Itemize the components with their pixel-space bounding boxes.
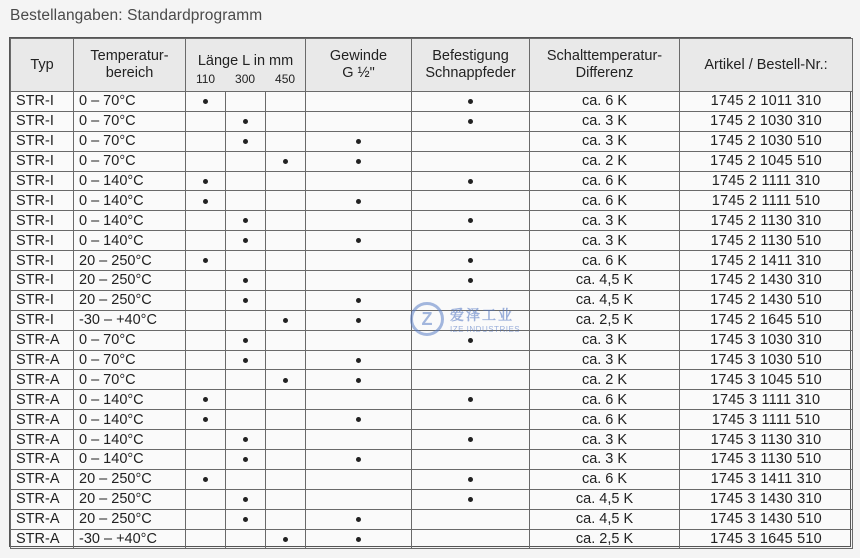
cell-gewinde xyxy=(306,370,412,390)
cell-differenz: ca. 6 K xyxy=(530,92,680,112)
cell-differenz: ca. 6 K xyxy=(530,410,680,430)
order-table-container xyxy=(9,37,851,547)
bullet-icon xyxy=(468,497,473,502)
cell-temperaturbereich: 0 – 140°C xyxy=(74,430,186,450)
cell-laenge-300 xyxy=(226,271,266,291)
bullet-icon xyxy=(203,199,208,204)
cell-differenz: ca. 2 K xyxy=(530,370,680,390)
bullet-icon xyxy=(203,397,208,402)
bullet-icon xyxy=(356,159,361,164)
cell-laenge-450 xyxy=(266,310,306,330)
cell-differenz: ca. 2 K xyxy=(530,151,680,171)
bullet-icon xyxy=(243,517,248,522)
cell-differenz: ca. 6 K xyxy=(530,191,680,211)
cell-laenge-300 xyxy=(226,450,266,470)
table-row xyxy=(11,330,853,350)
bullet-icon xyxy=(283,159,288,164)
table-row xyxy=(11,509,853,529)
bullet-icon xyxy=(243,437,248,442)
bullet-icon xyxy=(356,298,361,303)
cell-laenge-110 xyxy=(186,131,226,151)
cell-laenge-450 xyxy=(266,171,306,191)
cell-befestigung xyxy=(412,489,530,509)
cell-typ: STR-A xyxy=(11,509,74,529)
cell-laenge-450 xyxy=(266,350,306,370)
cell-laenge-300 xyxy=(226,390,266,410)
cell-temperaturbereich: 0 – 70°C xyxy=(74,131,186,151)
bullet-icon xyxy=(356,378,361,383)
cell-artikel: 1745 3 1045 510 xyxy=(680,370,853,390)
table-row xyxy=(11,469,853,489)
bullet-icon xyxy=(243,497,248,502)
cell-laenge-450 xyxy=(266,131,306,151)
cell-temperaturbereich: 0 – 140°C xyxy=(74,171,186,191)
cell-typ: STR-A xyxy=(11,430,74,450)
header-befestigung: Befestigung Schnappfeder xyxy=(412,39,530,92)
cell-laenge-300 xyxy=(226,350,266,370)
bullet-icon xyxy=(203,258,208,263)
table-row xyxy=(11,171,853,191)
bullet-icon xyxy=(468,437,473,442)
cell-laenge-300 xyxy=(226,330,266,350)
cell-temperaturbereich: 0 – 70°C xyxy=(74,330,186,350)
bullet-icon xyxy=(283,318,288,323)
cell-laenge-450 xyxy=(266,330,306,350)
cell-gewinde xyxy=(306,330,412,350)
bullet-icon xyxy=(468,258,473,263)
cell-laenge-450 xyxy=(266,211,306,231)
cell-laenge-110 xyxy=(186,430,226,450)
cell-befestigung xyxy=(412,390,530,410)
cell-gewinde xyxy=(306,211,412,231)
bullet-icon xyxy=(356,318,361,323)
bullet-icon xyxy=(203,477,208,482)
cell-differenz: ca. 6 K xyxy=(530,171,680,191)
cell-temperaturbereich: -30 – +40°C xyxy=(74,529,186,549)
cell-typ: STR-I xyxy=(11,271,74,291)
cell-typ: STR-A xyxy=(11,330,74,350)
cell-laenge-450 xyxy=(266,410,306,430)
cell-gewinde xyxy=(306,231,412,251)
cell-typ: STR-A xyxy=(11,370,74,390)
table-row xyxy=(11,251,853,271)
cell-laenge-110 xyxy=(186,410,226,430)
cell-typ: STR-A xyxy=(11,410,74,430)
cell-gewinde xyxy=(306,529,412,549)
cell-laenge-300 xyxy=(226,489,266,509)
bullet-icon xyxy=(468,218,473,223)
cell-laenge-110 xyxy=(186,191,226,211)
bullet-icon xyxy=(356,199,361,204)
cell-befestigung xyxy=(412,330,530,350)
table-row xyxy=(11,290,853,310)
bullet-icon xyxy=(243,358,248,363)
cell-laenge-110 xyxy=(186,151,226,171)
cell-befestigung xyxy=(412,469,530,489)
cell-befestigung xyxy=(412,310,530,330)
table-row xyxy=(11,310,853,330)
cell-laenge-110 xyxy=(186,330,226,350)
cell-artikel: 1745 2 1011 310 xyxy=(680,92,853,112)
cell-befestigung xyxy=(412,430,530,450)
cell-artikel: 1745 3 1130 310 xyxy=(680,430,853,450)
cell-artikel: 1745 3 1645 510 xyxy=(680,529,853,549)
cell-laenge-450 xyxy=(266,111,306,131)
cell-laenge-450 xyxy=(266,469,306,489)
cell-laenge-110 xyxy=(186,529,226,549)
bullet-icon xyxy=(468,179,473,184)
cell-temperaturbereich: 0 – 70°C xyxy=(74,370,186,390)
header-schalttemperatur-differenz: Schalttemperatur- Differenz xyxy=(530,39,680,92)
cell-artikel: 1745 2 1430 510 xyxy=(680,290,853,310)
bullet-icon xyxy=(468,397,473,402)
cell-laenge-300 xyxy=(226,231,266,251)
cell-gewinde xyxy=(306,509,412,529)
cell-laenge-300 xyxy=(226,410,266,430)
cell-typ: STR-A xyxy=(11,390,74,410)
cell-temperaturbereich: 0 – 70°C xyxy=(74,111,186,131)
cell-typ: STR-A xyxy=(11,529,74,549)
cell-artikel: 1745 2 1645 510 xyxy=(680,310,853,330)
bullet-icon xyxy=(243,278,248,283)
table-row xyxy=(11,211,853,231)
cell-gewinde xyxy=(306,350,412,370)
bullet-icon xyxy=(468,338,473,343)
bullet-icon xyxy=(243,139,248,144)
bullet-icon xyxy=(356,457,361,462)
cell-laenge-450 xyxy=(266,251,306,271)
header-laenge-110: 110 xyxy=(195,72,216,86)
cell-typ: STR-A xyxy=(11,450,74,470)
table-row xyxy=(11,410,853,430)
cell-artikel: 1745 3 1111 310 xyxy=(680,390,853,410)
bullet-icon xyxy=(243,238,248,243)
table-row xyxy=(11,430,853,450)
cell-typ: STR-I xyxy=(11,251,74,271)
cell-temperaturbereich: 20 – 250°C xyxy=(74,290,186,310)
bullet-icon xyxy=(356,517,361,522)
bullet-icon xyxy=(356,358,361,363)
table-row xyxy=(11,529,853,549)
cell-artikel: 1745 3 1430 310 xyxy=(680,489,853,509)
table-row xyxy=(11,111,853,131)
cell-laenge-110 xyxy=(186,231,226,251)
bullet-icon xyxy=(356,238,361,243)
cell-temperaturbereich: 0 – 70°C xyxy=(74,151,186,171)
cell-temperaturbereich: 20 – 250°C xyxy=(74,469,186,489)
cell-laenge-300 xyxy=(226,370,266,390)
cell-temperaturbereich: 0 – 140°C xyxy=(74,450,186,470)
cell-differenz: ca. 6 K xyxy=(530,390,680,410)
cell-laenge-450 xyxy=(266,489,306,509)
bullet-icon xyxy=(203,179,208,184)
bullet-icon xyxy=(283,537,288,542)
cell-gewinde xyxy=(306,290,412,310)
cell-befestigung xyxy=(412,529,530,549)
cell-temperaturbereich: 0 – 140°C xyxy=(74,390,186,410)
table-row xyxy=(11,231,853,251)
cell-artikel: 1745 2 1111 310 xyxy=(680,171,853,191)
cell-laenge-300 xyxy=(226,430,266,450)
cell-typ: STR-I xyxy=(11,171,74,191)
cell-laenge-450 xyxy=(266,231,306,251)
cell-laenge-110 xyxy=(186,290,226,310)
cell-typ: STR-I xyxy=(11,111,74,131)
cell-typ: STR-I xyxy=(11,151,74,171)
cell-artikel: 1745 3 1411 310 xyxy=(680,469,853,489)
cell-laenge-300 xyxy=(226,469,266,489)
cell-temperaturbereich: 0 – 70°C xyxy=(74,350,186,370)
watermark-chinese: 爱泽工业 xyxy=(450,306,514,323)
cell-typ: STR-I xyxy=(11,290,74,310)
cell-differenz: ca. 4,5 K xyxy=(530,290,680,310)
cell-befestigung xyxy=(412,370,530,390)
cell-gewinde xyxy=(306,489,412,509)
cell-gewinde xyxy=(306,111,412,131)
cell-typ: STR-I xyxy=(11,191,74,211)
cell-differenz: ca. 3 K xyxy=(530,330,680,350)
cell-typ: STR-I xyxy=(11,131,74,151)
cell-artikel: 1745 3 1430 510 xyxy=(680,509,853,529)
cell-temperaturbereich: 0 – 70°C xyxy=(74,92,186,112)
cell-laenge-110 xyxy=(186,211,226,231)
cell-laenge-110 xyxy=(186,509,226,529)
cell-laenge-110 xyxy=(186,92,226,112)
cell-gewinde xyxy=(306,92,412,112)
cell-differenz: ca. 3 K xyxy=(530,450,680,470)
table-row xyxy=(11,370,853,390)
cell-artikel: 1745 3 1030 310 xyxy=(680,330,853,350)
header-typ: Typ xyxy=(11,39,74,92)
cell-laenge-110 xyxy=(186,390,226,410)
cell-temperaturbereich: 0 – 140°C xyxy=(74,211,186,231)
cell-differenz: ca. 3 K xyxy=(530,131,680,151)
header-artikel: Artikel / Bestell-Nr.: xyxy=(680,39,853,92)
cell-befestigung xyxy=(412,92,530,112)
bullet-icon xyxy=(243,218,248,223)
cell-differenz: ca. 6 K xyxy=(530,251,680,271)
cell-laenge-450 xyxy=(266,271,306,291)
cell-artikel: 1745 2 1045 510 xyxy=(680,151,853,171)
cell-befestigung xyxy=(412,151,530,171)
cell-laenge-450 xyxy=(266,390,306,410)
cell-laenge-300 xyxy=(226,92,266,112)
bullet-icon xyxy=(243,119,248,124)
bullet-icon xyxy=(356,417,361,422)
cell-temperaturbereich: 20 – 250°C xyxy=(74,489,186,509)
cell-artikel: 1745 2 1030 510 xyxy=(680,131,853,151)
cell-temperaturbereich: 20 – 250°C xyxy=(74,509,186,529)
cell-laenge-450 xyxy=(266,450,306,470)
table-row xyxy=(11,390,853,410)
cell-befestigung xyxy=(412,211,530,231)
cell-befestigung xyxy=(412,231,530,251)
cell-artikel: 1745 2 1130 510 xyxy=(680,231,853,251)
bullet-icon xyxy=(468,119,473,124)
table-row xyxy=(11,191,853,211)
cell-typ: STR-I xyxy=(11,231,74,251)
cell-typ: STR-A xyxy=(11,489,74,509)
cell-laenge-450 xyxy=(266,529,306,549)
cell-laenge-110 xyxy=(186,370,226,390)
header-temperaturbereich: Temperatur- bereich xyxy=(74,39,186,92)
cell-typ: STR-I xyxy=(11,211,74,231)
cell-laenge-300 xyxy=(226,310,266,330)
cell-befestigung xyxy=(412,111,530,131)
cell-differenz: ca. 3 K xyxy=(530,111,680,131)
cell-differenz: ca. 6 K xyxy=(530,469,680,489)
cell-differenz: ca. 3 K xyxy=(530,350,680,370)
cell-gewinde xyxy=(306,171,412,191)
cell-laenge-300 xyxy=(226,290,266,310)
cell-typ: STR-I xyxy=(11,310,74,330)
cell-typ: STR-A xyxy=(11,350,74,370)
cell-artikel: 1745 3 1111 510 xyxy=(680,410,853,430)
cell-laenge-300 xyxy=(226,131,266,151)
cell-gewinde xyxy=(306,310,412,330)
cell-temperaturbereich: 0 – 140°C xyxy=(74,231,186,251)
table-row xyxy=(11,271,853,291)
cell-differenz: ca. 2,5 K xyxy=(530,310,680,330)
cell-differenz: ca. 4,5 K xyxy=(530,509,680,529)
bullet-icon xyxy=(243,457,248,462)
cell-gewinde xyxy=(306,450,412,470)
cell-laenge-300 xyxy=(226,151,266,171)
header-laenge-300: 300 xyxy=(235,72,256,86)
bullet-icon xyxy=(468,99,473,104)
cell-laenge-450 xyxy=(266,290,306,310)
cell-temperaturbereich: 20 – 250°C xyxy=(74,251,186,271)
table-row xyxy=(11,92,853,112)
cell-befestigung xyxy=(412,131,530,151)
ize-logo-icon: Z xyxy=(410,302,444,336)
cell-laenge-110 xyxy=(186,271,226,291)
cell-differenz: ca. 3 K xyxy=(530,430,680,450)
cell-laenge-300 xyxy=(226,191,266,211)
cell-befestigung xyxy=(412,350,530,370)
cell-befestigung xyxy=(412,509,530,529)
cell-laenge-450 xyxy=(266,430,306,450)
table-row xyxy=(11,489,853,509)
cell-laenge-450 xyxy=(266,191,306,211)
cell-differenz: ca. 4,5 K xyxy=(530,489,680,509)
cell-temperaturbereich: 20 – 250°C xyxy=(74,271,186,291)
cell-gewinde xyxy=(306,390,412,410)
header-laenge-450: 450 xyxy=(275,72,296,86)
cell-typ: STR-I xyxy=(11,92,74,112)
cell-laenge-450 xyxy=(266,92,306,112)
cell-artikel: 1745 3 1130 510 xyxy=(680,450,853,470)
cell-laenge-300 xyxy=(226,211,266,231)
cell-befestigung xyxy=(412,290,530,310)
cell-artikel: 1745 2 1130 310 xyxy=(680,211,853,231)
cell-laenge-110 xyxy=(186,469,226,489)
cell-gewinde xyxy=(306,251,412,271)
cell-laenge-110 xyxy=(186,350,226,370)
cell-befestigung xyxy=(412,450,530,470)
bullet-icon xyxy=(243,298,248,303)
cell-gewinde xyxy=(306,151,412,171)
cell-laenge-300 xyxy=(226,509,266,529)
cell-laenge-300 xyxy=(226,111,266,131)
cell-differenz: ca. 4,5 K xyxy=(530,271,680,291)
cell-artikel: 1745 2 1411 310 xyxy=(680,251,853,271)
cell-artikel: 1745 2 1111 510 xyxy=(680,191,853,211)
cell-laenge-110 xyxy=(186,450,226,470)
cell-gewinde xyxy=(306,131,412,151)
bullet-icon xyxy=(356,139,361,144)
cell-gewinde xyxy=(306,191,412,211)
cell-typ: STR-A xyxy=(11,469,74,489)
cell-artikel: 1745 3 1030 510 xyxy=(680,350,853,370)
bullet-icon xyxy=(356,537,361,542)
cell-differenz: ca. 3 K xyxy=(530,231,680,251)
cell-temperaturbereich: 0 – 140°C xyxy=(74,410,186,430)
cell-befestigung xyxy=(412,191,530,211)
cell-gewinde xyxy=(306,271,412,291)
cell-laenge-110 xyxy=(186,111,226,131)
cell-temperaturbereich: -30 – +40°C xyxy=(74,310,186,330)
page-title: Bestellangaben: Standardprogramm xyxy=(10,7,263,24)
cell-gewinde xyxy=(306,469,412,489)
cell-differenz: ca. 3 K xyxy=(530,211,680,231)
cell-befestigung xyxy=(412,171,530,191)
cell-laenge-300 xyxy=(226,251,266,271)
bullet-icon xyxy=(468,278,473,283)
cell-befestigung xyxy=(412,271,530,291)
cell-differenz: ca. 2,5 K xyxy=(530,529,680,549)
cell-gewinde xyxy=(306,410,412,430)
cell-befestigung xyxy=(412,251,530,271)
cell-befestigung xyxy=(412,410,530,430)
cell-laenge-450 xyxy=(266,151,306,171)
cell-laenge-300 xyxy=(226,529,266,549)
cell-laenge-450 xyxy=(266,370,306,390)
table-row xyxy=(11,350,853,370)
cell-artikel: 1745 2 1430 310 xyxy=(680,271,853,291)
table-body xyxy=(11,92,853,549)
table-header-row xyxy=(11,39,853,92)
cell-laenge-110 xyxy=(186,251,226,271)
cell-artikel: 1745 2 1030 310 xyxy=(680,111,853,131)
bullet-icon xyxy=(283,378,288,383)
table-row xyxy=(11,450,853,470)
cell-laenge-300 xyxy=(226,171,266,191)
cell-laenge-110 xyxy=(186,171,226,191)
table-row xyxy=(11,131,853,151)
header-gewinde: Gewinde G ½" xyxy=(306,39,412,92)
header-laenge: Länge L in mm 110 300 450 xyxy=(186,39,306,92)
watermark-english: IZE INDUSTRIES xyxy=(450,324,521,334)
bullet-icon xyxy=(468,477,473,482)
bullet-icon xyxy=(203,99,208,104)
bullet-icon xyxy=(203,417,208,422)
order-table xyxy=(10,38,853,549)
cell-gewinde xyxy=(306,430,412,450)
cell-laenge-110 xyxy=(186,310,226,330)
table-row xyxy=(11,151,853,171)
bullet-icon xyxy=(243,338,248,343)
cell-laenge-450 xyxy=(266,509,306,529)
cell-temperaturbereich: 0 – 140°C xyxy=(74,191,186,211)
cell-laenge-110 xyxy=(186,489,226,509)
